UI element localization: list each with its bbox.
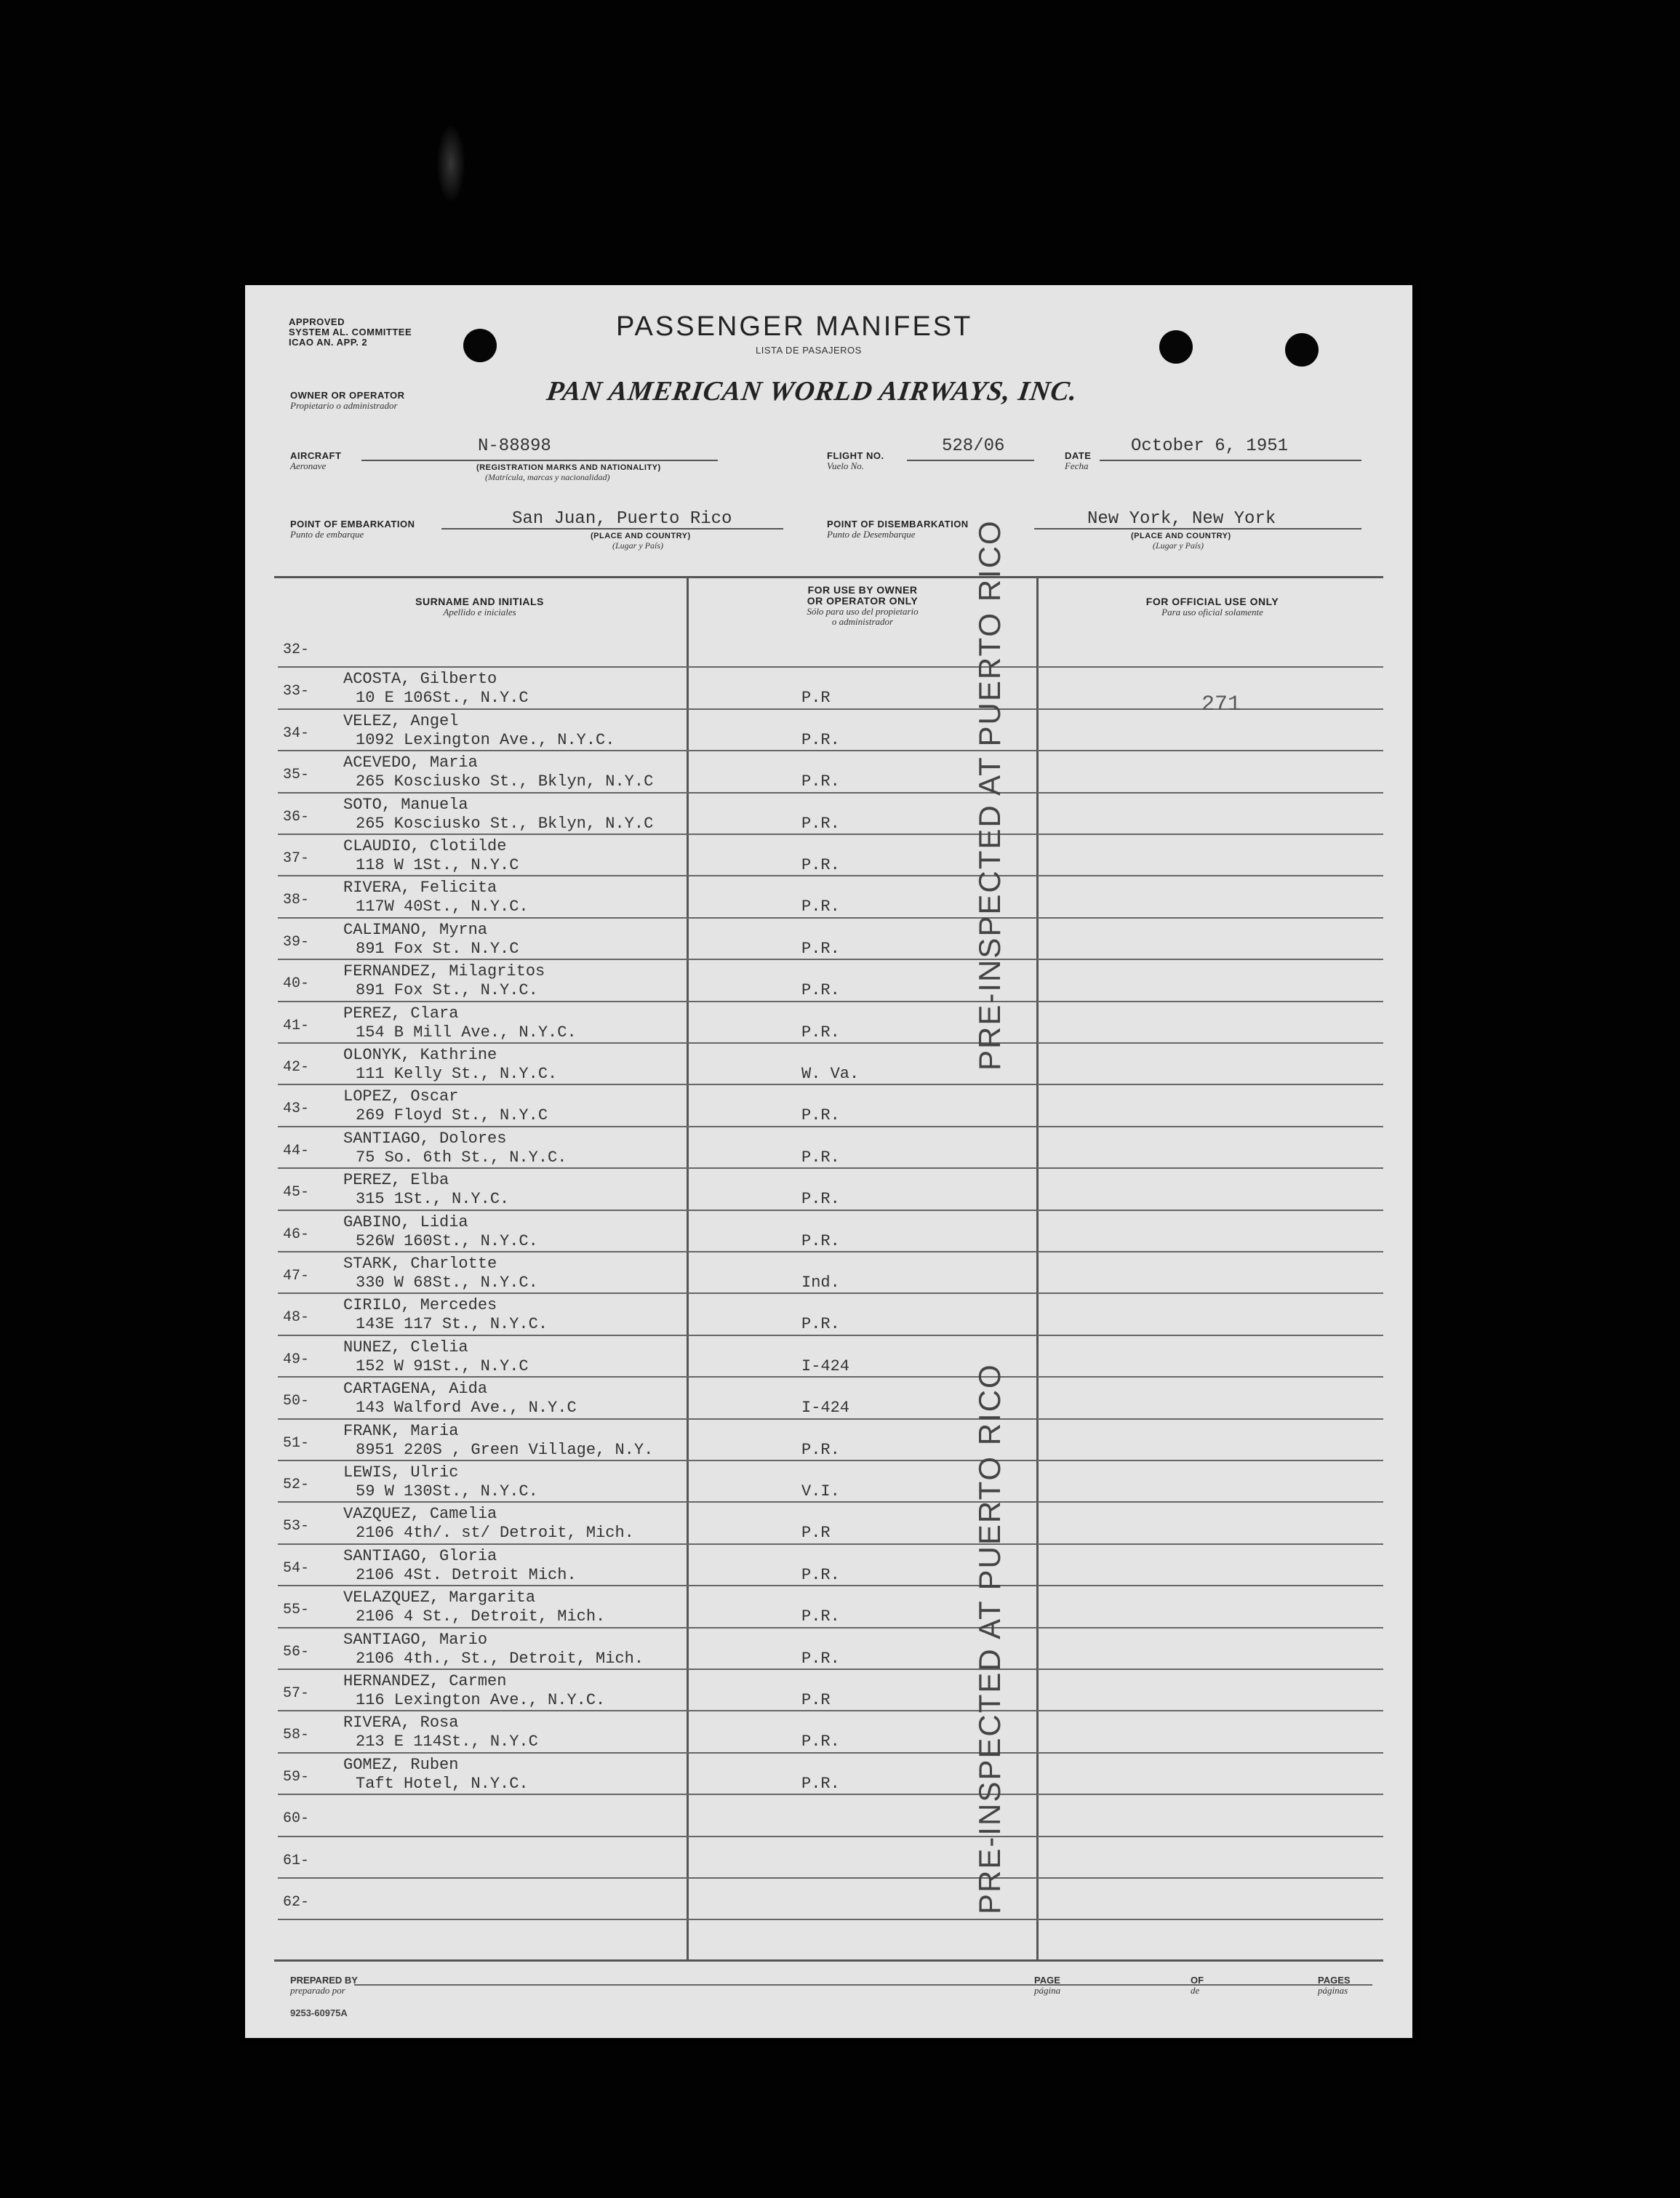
row-rule <box>278 1335 1383 1336</box>
operator-code: W. Va. <box>801 1065 860 1083</box>
passenger-name: ACEVEDO, Maria <box>343 754 478 772</box>
row-number: 49- <box>283 1351 310 1368</box>
embark-place-note: (PLACE AND COUNTRY) <box>591 532 691 540</box>
operator-code: P.R. <box>801 1733 840 1751</box>
operator-code: P.R <box>801 1691 831 1709</box>
passenger-address: 265 Kosciusko St., Bklyn, N.Y.C <box>356 814 654 833</box>
passenger-address: 143E 117 St., N.Y.C. <box>356 1315 548 1334</box>
disembark-value: New York, New York <box>1087 509 1276 529</box>
passenger-name: PEREZ, Elba <box>343 1171 449 1190</box>
table-bottom-rule <box>274 1959 1383 1962</box>
passenger-name: CIRILO, Mercedes <box>343 1296 497 1315</box>
row-number: 47- <box>283 1268 310 1284</box>
row-number: 45- <box>283 1184 310 1202</box>
operator-code: P.R. <box>801 1565 840 1584</box>
aircraft-label-es: Aeronave <box>290 460 327 471</box>
passenger-name: OLONYK, Kathrine <box>343 1046 497 1064</box>
aircraft-label: AIRCRAFT <box>290 450 342 461</box>
embark-label-es: Punto de embarque <box>290 529 364 540</box>
passenger-address: 2106 4 St., Detroit, Mich. <box>356 1607 606 1626</box>
row-number: 46- <box>283 1226 310 1243</box>
disembark-place-note: (PLACE AND COUNTRY) <box>1131 532 1231 540</box>
disembark-place-note-es: (Lugar y País) <box>1153 540 1204 551</box>
operator-code: P.R. <box>801 1106 840 1125</box>
passenger-address: 154 B Mill Ave., N.Y.C. <box>356 1023 577 1042</box>
passenger-name: GOMEZ, Ruben <box>343 1755 459 1774</box>
operator-code: P.R. <box>801 772 840 791</box>
row-rule <box>278 750 1383 751</box>
row-rule <box>278 1543 1383 1545</box>
passenger-address: 75 So. 6th St., N.Y.C. <box>356 1148 567 1167</box>
operator-code: P.R. <box>801 1649 840 1668</box>
official-mark: 271 <box>1201 692 1241 717</box>
operator-code: P.R. <box>801 1023 840 1042</box>
manifest-sheet <box>245 285 1412 2038</box>
passenger-name: LEWIS, Ulric <box>343 1463 459 1482</box>
passenger-address: 891 Fox St. N.Y.C <box>356 939 519 958</box>
aircraft-note-es: (Matrícula, marcas y nacionalidad) <box>485 472 610 482</box>
operator-code: P.R. <box>801 856 840 874</box>
row-rule <box>278 792 1383 794</box>
flight-label-es: Vuelo No. <box>827 460 865 471</box>
operator-code: P.R. <box>801 1774 840 1793</box>
prepared-line <box>354 1984 798 1986</box>
passenger-address: 10 E 106St., N.Y.C <box>356 689 529 708</box>
passenger-name: SANTIAGO, Mario <box>343 1630 488 1649</box>
official-header-text: FOR OFFICIAL USE ONLY <box>1145 596 1279 607</box>
passenger-address: 118 W 1St., N.Y.C <box>356 856 519 874</box>
row-number: 36- <box>283 808 310 826</box>
passenger-name: FERNANDEZ, Milagritos <box>343 962 545 981</box>
row-number: 42- <box>283 1059 310 1076</box>
passenger-name: SOTO, Manuela <box>343 795 468 814</box>
row-rule <box>278 917 1383 919</box>
row-rule <box>278 959 1383 960</box>
row-rule <box>278 1460 1383 1461</box>
prepared-label-es: preparado por <box>290 1985 345 1996</box>
row-rule <box>278 1042 1383 1044</box>
row-rule <box>278 1126 1383 1127</box>
row-rule <box>278 1167 1383 1169</box>
pages-label-es: páginas <box>1318 1985 1348 1996</box>
row-rule <box>278 1794 1383 1795</box>
passenger-name: LOPEZ, Oscar <box>343 1087 459 1106</box>
film-smudge <box>436 124 465 204</box>
row-rule <box>278 1210 1383 1211</box>
row-number: 33- <box>283 683 310 700</box>
page-label-es: página <box>1034 1985 1061 1996</box>
operator-code: P.R. <box>801 981 840 1000</box>
form-code: 9253-60975A <box>290 2007 348 2018</box>
airline-name: PAN AMERICAN WORLD AIRWAYS, INC. <box>545 376 1080 407</box>
embark-label: POINT OF EMBARKATION <box>290 519 415 529</box>
passenger-name: VAZQUEZ, Camelia <box>343 1505 497 1524</box>
operator-code: P.R. <box>801 1607 840 1626</box>
operator-code: P.R. <box>801 1440 840 1459</box>
passenger-name: CLAUDIO, Clotilde <box>343 837 507 855</box>
passenger-name: HERNANDEZ, Carmen <box>343 1672 507 1690</box>
of-label-es: de <box>1191 1985 1200 1996</box>
row-number: 52- <box>283 1476 310 1493</box>
row-number: 40- <box>283 975 310 993</box>
row-number: 48- <box>283 1309 310 1327</box>
row-number: 53- <box>283 1518 310 1535</box>
operator-code: P.R. <box>801 730 840 749</box>
passenger-address: 111 Kelly St., N.Y.C. <box>356 1065 558 1083</box>
passenger-address: 2106 4St. Detroit Mich. <box>356 1565 577 1584</box>
page-label: PAGE <box>1034 1975 1060 1986</box>
pre-inspected-stamp: PRE-INSPECTED AT PUERTO RICO <box>972 1363 1007 1914</box>
row-number: 55- <box>283 1602 310 1619</box>
row-number: 43- <box>283 1100 310 1118</box>
row-rule <box>278 1001 1383 1002</box>
row-number: 62- <box>283 1894 310 1911</box>
passenger-address: 1092 Lexington Ave., N.Y.C. <box>356 730 615 749</box>
row-number: 34- <box>283 724 310 742</box>
passenger-name: SANTIAGO, Dolores <box>343 1129 507 1148</box>
surname-header-text: SURNAME AND INITIALS <box>415 596 544 607</box>
passenger-address: 59 W 130St., N.Y.C. <box>356 1482 538 1500</box>
row-rule <box>278 1627 1383 1628</box>
row-number: 54- <box>283 1559 310 1577</box>
passenger-address: 2106 4th/. st/ Detroit, Mich. <box>356 1524 634 1543</box>
passenger-address: 330 W 68St., N.Y.C. <box>356 1274 538 1292</box>
flight-value: 528/06 <box>942 436 1005 456</box>
operator-code: P.R. <box>801 1148 840 1167</box>
row-rule <box>278 1292 1383 1294</box>
row-rule <box>278 1919 1383 1920</box>
passenger-table <box>245 285 1412 2038</box>
row-number: 58- <box>283 1727 310 1744</box>
row-number: 61- <box>283 1852 310 1869</box>
row-rule <box>278 1752 1383 1754</box>
operator-code: V.I. <box>801 1482 840 1500</box>
passenger-address: 2106 4th., St., Detroit, Mich. <box>356 1649 644 1668</box>
row-rule <box>278 1877 1383 1879</box>
passenger-address: 116 Lexington Ave., N.Y.C. <box>356 1691 606 1709</box>
flight-label: FLIGHT NO. <box>827 450 884 461</box>
passenger-address: 8951 220S , Green Village, N.Y. <box>356 1440 654 1459</box>
row-number: 35- <box>283 767 310 784</box>
passenger-name: RIVERA, Felicita <box>343 879 497 898</box>
row-number: 39- <box>283 933 310 951</box>
page-subtitle: LISTA DE PASAJEROS <box>756 345 862 356</box>
passenger-name: GABINO, Lidia <box>343 1212 468 1231</box>
operator-code: Ind. <box>801 1274 840 1292</box>
page-title: PASSENGER MANIFEST <box>616 311 973 342</box>
owner-use-header-es: o administrador <box>831 616 894 627</box>
operator-code: I-424 <box>801 1356 850 1375</box>
row-rule <box>278 1418 1383 1420</box>
pages-label: PAGES <box>1318 1975 1351 1986</box>
passenger-address: 315 1St., N.Y.C. <box>356 1190 510 1209</box>
row-number: 41- <box>283 1017 310 1034</box>
pre-inspected-stamp: PRE-INSPECTED AT PUERTO RICO <box>972 519 1007 1071</box>
operator-code: P.R <box>801 689 831 708</box>
row-number: 38- <box>283 892 310 909</box>
row-rule <box>278 834 1383 835</box>
row-rule <box>278 1251 1383 1252</box>
operator-code: P.R. <box>801 1231 840 1250</box>
row-number: 32- <box>283 642 310 658</box>
row-rule <box>278 1084 1383 1085</box>
operator-code: P.R <box>801 1524 831 1543</box>
passenger-name: ACOSTA, Gilberto <box>343 670 497 689</box>
passenger-address: Taft Hotel, N.Y.C. <box>356 1774 529 1793</box>
date-value: October 6, 1951 <box>1131 436 1289 456</box>
owner-label: OWNER OR OPERATOR <box>290 390 405 401</box>
row-number: 59- <box>283 1768 310 1786</box>
page-line <box>798 1984 1372 1986</box>
passenger-address: 143 Walford Ave., N.Y.C <box>356 1399 577 1418</box>
row-rule <box>278 1501 1383 1503</box>
passenger-address: 269 Floyd St., N.Y.C <box>356 1106 548 1125</box>
disembark-label-es: Punto de Desembarque <box>827 529 916 540</box>
row-rule <box>278 875 1383 876</box>
operator-code: I-424 <box>801 1399 850 1418</box>
passenger-name: STARK, Charlotte <box>343 1255 497 1273</box>
passenger-address: 213 E 114St., N.Y.C <box>356 1733 538 1751</box>
passenger-name: NUNEZ, Clelia <box>343 1338 468 1356</box>
passenger-name: CALIMANO, Myrna <box>343 920 488 939</box>
approval-line: SYSTEM AL. COMMITTEE <box>289 327 412 337</box>
operator-code: P.R. <box>801 1190 840 1209</box>
of-label: OF <box>1191 1975 1204 1986</box>
row-number: 44- <box>283 1142 310 1159</box>
passenger-name: VELAZQUEZ, Margarita <box>343 1588 536 1607</box>
embark-place-note-es: (Lugar y País) <box>612 540 663 551</box>
disembark-label: POINT OF DISEMBARKATION <box>827 519 969 529</box>
passenger-address: 117W 40St., N.Y.C. <box>356 898 529 916</box>
row-rule <box>278 1836 1383 1837</box>
passenger-address: 152 W 91St., N.Y.C <box>356 1356 529 1375</box>
row-rule <box>278 1376 1383 1378</box>
operator-code: P.R. <box>801 1315 840 1334</box>
passenger-name: CARTAGENA, Aida <box>343 1380 488 1399</box>
row-number: 50- <box>283 1393 310 1410</box>
owner-use-header-line: OR OPERATOR ONLY <box>807 595 919 607</box>
row-rule <box>278 1669 1383 1670</box>
prepared-label: PREPARED BY <box>290 1975 358 1986</box>
row-number: 51- <box>283 1434 310 1452</box>
owner-use-header-line: FOR USE BY OWNER <box>807 584 918 596</box>
operator-code: P.R. <box>801 814 840 833</box>
approval-line: APPROVED <box>289 316 345 327</box>
passenger-address: 891 Fox St., N.Y.C. <box>356 981 538 1000</box>
row-number: 60- <box>283 1810 310 1828</box>
passenger-name: VELEZ, Angel <box>343 711 459 730</box>
row-rule <box>278 1710 1383 1711</box>
official-header-es: Para uso oficial solamente <box>1161 607 1263 618</box>
row-number: 37- <box>283 850 310 867</box>
approval-line: ICAO AN. APP. 2 <box>289 337 368 348</box>
passenger-address: 265 Kosciusko St., Bklyn, N.Y.C <box>356 772 654 791</box>
operator-code: P.R. <box>801 898 840 916</box>
aircraft-value: N-88898 <box>478 436 551 456</box>
passenger-name: FRANK, Maria <box>343 1421 459 1440</box>
row-number: 56- <box>283 1643 310 1661</box>
passenger-address: 526W 160St., N.Y.C. <box>356 1231 538 1250</box>
row-rule <box>278 1585 1383 1586</box>
passenger-name: PEREZ, Clara <box>343 1004 459 1023</box>
date-label: DATE <box>1065 450 1092 461</box>
surname-header-es: Apellido e iniciales <box>443 607 516 618</box>
operator-code: P.R. <box>801 939 840 958</box>
row-rule <box>278 666 1383 668</box>
aircraft-note: (REGISTRATION MARKS AND NATIONALITY) <box>476 463 661 472</box>
owner-use-header-es: Sólo para uso del propietario <box>807 606 919 617</box>
passenger-name: SANTIAGO, Gloria <box>343 1546 497 1565</box>
embark-value: San Juan, Puerto Rico <box>512 509 732 529</box>
owner-label-es: Propietario o administrador <box>290 400 398 411</box>
date-label-es: Fecha <box>1065 460 1089 471</box>
passenger-name: RIVERA, Rosa <box>343 1714 459 1733</box>
row-number: 57- <box>283 1685 310 1702</box>
